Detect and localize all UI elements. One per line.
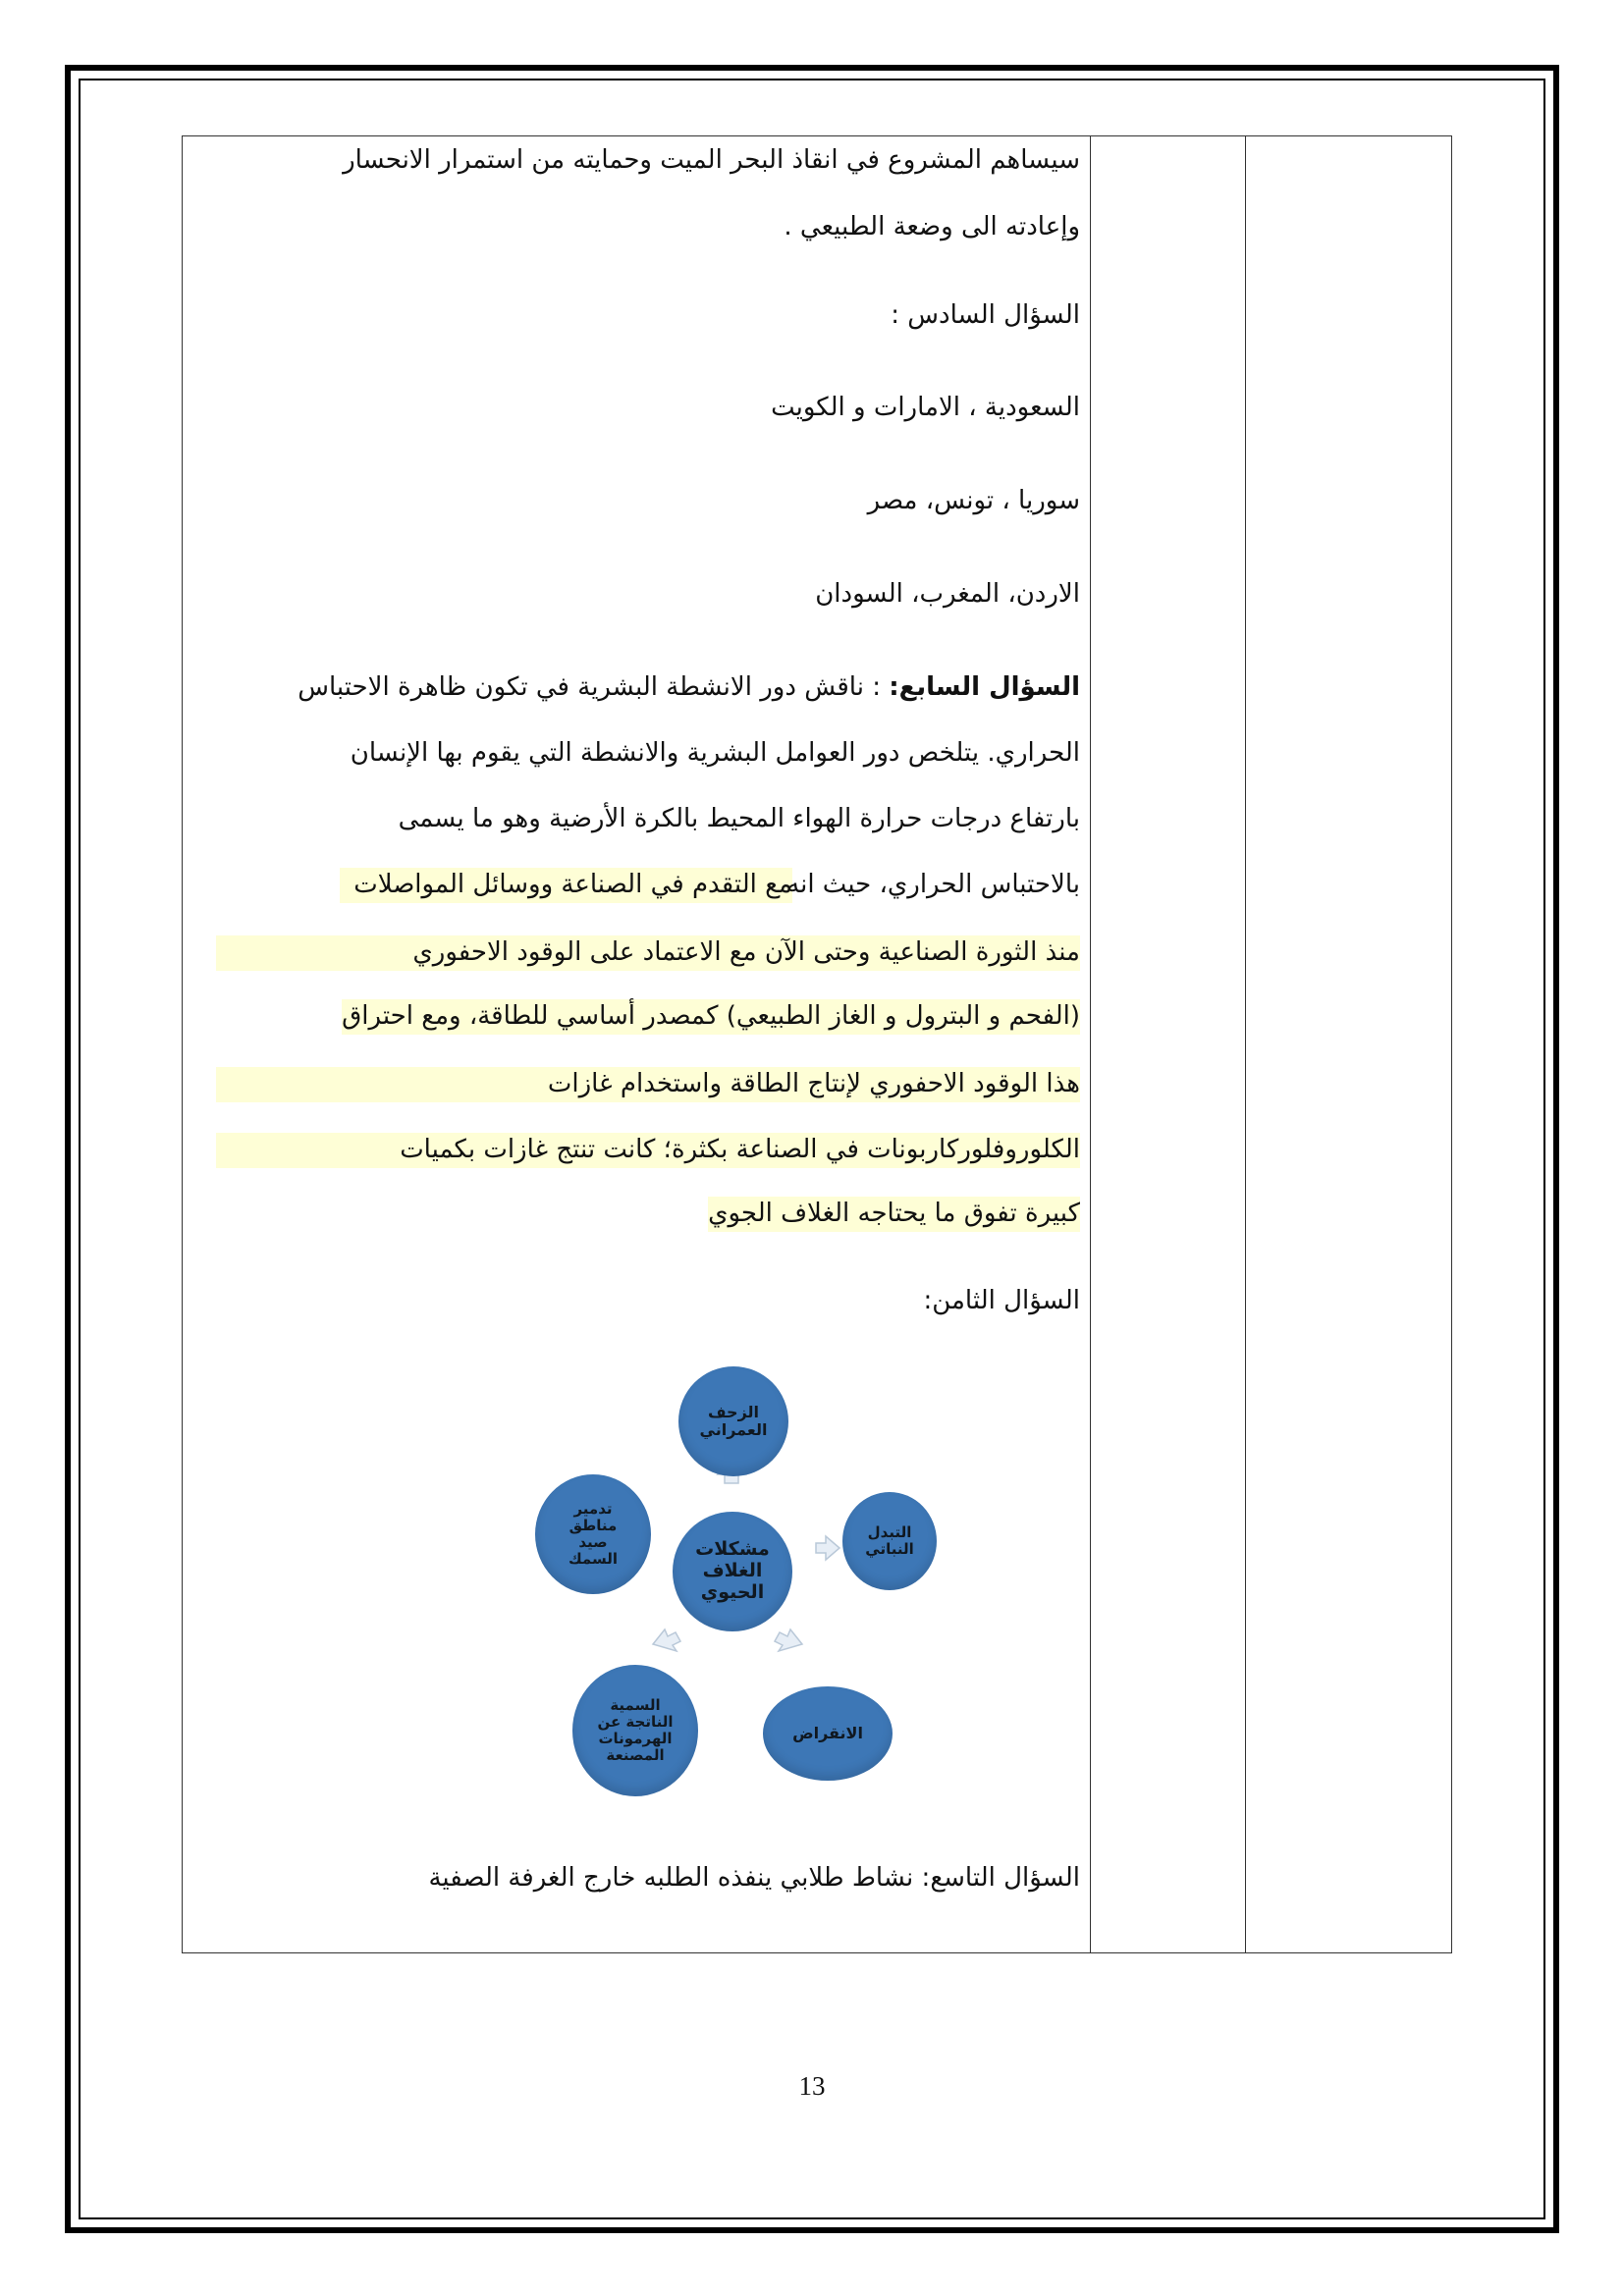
bubble-synthetic-hormones (572, 1665, 698, 1796)
arrow-down-right-icon (775, 1629, 802, 1651)
center-bubble (673, 1512, 792, 1631)
table-column-divider-1 (1090, 135, 1091, 1953)
bubble-label: الزحف العمراني (699, 1402, 768, 1439)
text-segment: بالاحتباس الحراري، حيث انه (778, 870, 1080, 899)
bubble-vegetation-change (842, 1492, 937, 1590)
highlighted-text: كبيرة تفوق ما يحتاجه الغلاف الجوي (708, 1197, 1080, 1232)
bubble-urban-sprawl (678, 1366, 788, 1476)
question-6-heading: السؤال السادس : (891, 300, 1080, 330)
question-7-text: : ناقش دور الانشطة البشرية في تكون ظاهرة الاحتباس (298, 672, 890, 702)
bubble-fishing-grounds (535, 1474, 651, 1594)
bubble-extinction (763, 1686, 893, 1781)
arrow-right-icon (816, 1536, 839, 1560)
highlighted-text: هذا الوقود الاحفوري لإنتاج الطاقة واستخدام غازات (216, 1067, 1080, 1102)
answer-line: الاردن، المغرب، السودان (815, 579, 1080, 609)
bubble-label: تدمير مناطق صيد السمك (568, 1499, 619, 1569)
table-column-divider-2 (1245, 135, 1246, 1953)
text-line (216, 935, 1080, 971)
bubble-label: مشكلات الغلاف الحيوي (695, 1538, 770, 1603)
question-7-label: السؤال السابع: (889, 672, 1080, 702)
highlighted-text: الكلوروفلوركاربونات في الصناعة بكثرة؛ كانت تنتج غازات بكميات (216, 1133, 1080, 1168)
question-7-line (298, 672, 1080, 702)
text-line (216, 1067, 1080, 1102)
answer-line: سوريا ، تونس، مصر (867, 486, 1080, 515)
highlighted-text: منذ الثورة الصناعية وحتى الآن مع الاعتماد على الوقود الاحفوري (216, 935, 1080, 971)
text-line (340, 870, 1080, 899)
biosphere-problems-diagram (525, 1366, 938, 1818)
text-line: الحراري. يتلخص دور العوامل البشرية والانشطة التي يقوم بها الإنسان (350, 738, 1080, 768)
highlighted-text: (الفحم و البترول و الغاز الطبيعي) كمصدر أساسي للطاقة، ومع احتراق (342, 999, 1080, 1035)
text-line (342, 1001, 1080, 1031)
bubble-label: السمية الناتجة عن الهرمونات المصنعة (597, 1695, 674, 1765)
text-line (216, 1133, 1080, 1168)
answer-line: السعودية ، الامارات و الكويت (771, 393, 1080, 422)
text-line: بارتفاع درجات حرارة الهواء المحيط بالكرة الأرضية وهو ما يسمى (398, 804, 1080, 833)
bubble-label: الانقراض (792, 1723, 863, 1742)
bubble-label: التبدل النباتي (865, 1522, 914, 1558)
question-9-line: السؤال التاسع: نشاط طلابي ينفذه الطلبه خارج الغرفة الصفية (428, 1863, 1080, 1893)
page-number: 13 (798, 2071, 826, 2101)
text-line: سيساهم المشروع في انقاذ البحر الميت وحمايته من استمرار الانحسار (343, 145, 1080, 175)
text-line: وإعادته الى وضعة الطبيعي . (784, 212, 1080, 241)
question-8-heading: السؤال الثامن: (923, 1286, 1080, 1315)
highlighted-text: مع التقدم في الصناعة ووسائل المواصلات (340, 868, 792, 903)
arrow-down-left-icon (653, 1629, 680, 1651)
text-line (708, 1199, 1080, 1228)
